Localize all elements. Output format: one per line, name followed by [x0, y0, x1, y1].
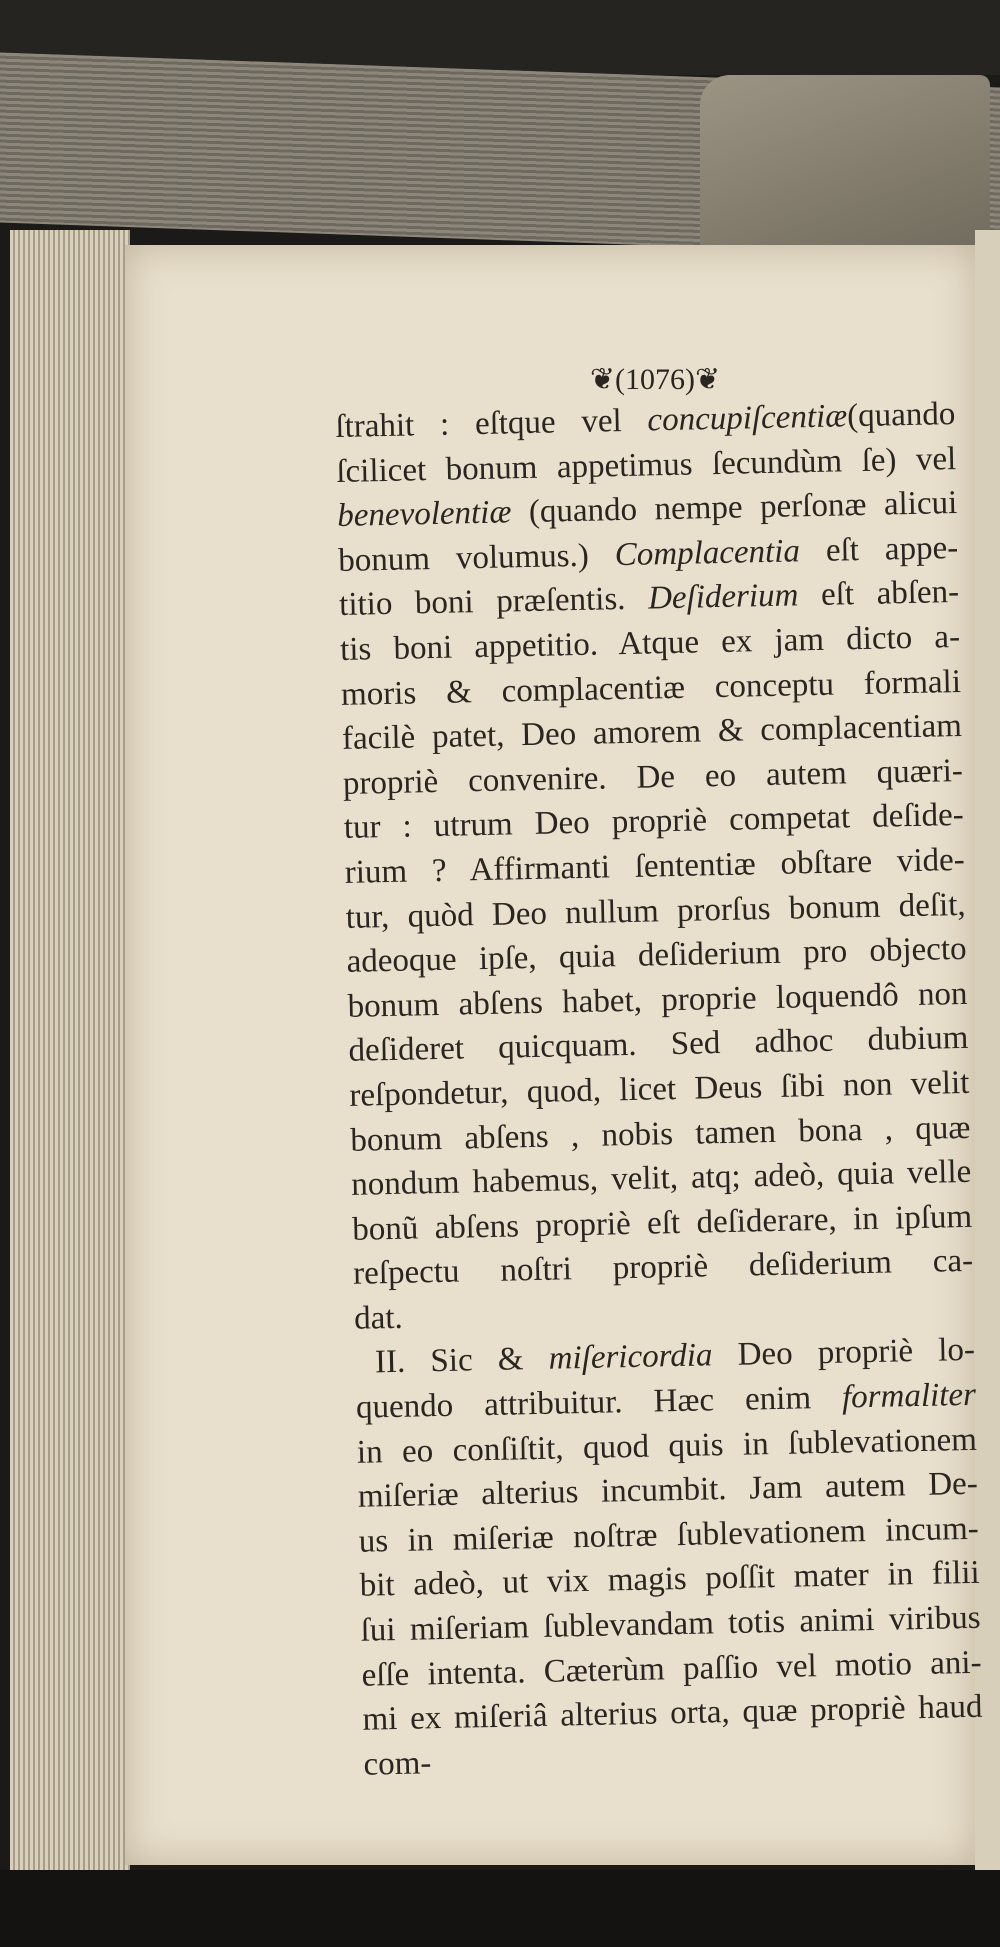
text-segment: us in miſeriæ noſtræ ſublevationem incum-: [358, 1510, 980, 1560]
text-segment: propriè convenire. De eo autem quæri-: [342, 752, 964, 802]
text-segment: dat.: [353, 1299, 404, 1337]
background-bottom: [0, 1870, 1000, 1947]
text-segment: moris & complacentiæ conceptu formali: [340, 663, 962, 713]
text-segment: (quando: [846, 396, 956, 435]
text-segment: ſtrahit : eſtque vel: [335, 402, 648, 445]
italic-term: benevolentiæ: [336, 494, 512, 535]
text-segment: Deo propriè lo-: [712, 1332, 976, 1374]
italic-term: Deſiderium: [647, 577, 799, 617]
text-segment: bonum abſens , nobis tamen bona , quæ: [350, 1109, 971, 1159]
ornament-left-icon: ❦: [589, 363, 615, 396]
text-segment: tis boni appetitio. Atque ex jam dicto a-: [339, 618, 961, 668]
text-segment: eſt appe-: [799, 529, 959, 570]
ornament-right-icon: ❦: [694, 363, 721, 396]
text-segment: bonũ abſens propriè eſt deſiderare, in ipſum: [351, 1198, 973, 1248]
text-segment: II. Sic &: [374, 1341, 550, 1381]
text-segment: titio boni præſentis.: [338, 580, 649, 624]
text-segment: rium ? Affirmanti ſententiæ obſtare vide-: [344, 841, 966, 891]
text-segment: (quando nempe perſonæ alicui: [511, 485, 958, 531]
italic-term: Complacentia: [614, 533, 801, 573]
text-segment: ſui miſeriam ſublevandam totis animi viribus: [360, 1599, 981, 1649]
text-segment: bit adeò, ut vix magis poſſit mater in filii: [359, 1555, 980, 1605]
text-segment: facilè patet, Deo amorem & complacentiam: [341, 708, 963, 758]
text-segment: reſpondetur, quod, licet Deus ſibi non velit: [349, 1064, 970, 1114]
text-segment: nondum habemus, velit, atq; adeò, quia velle: [350, 1153, 972, 1203]
text-segment: miſeriæ alterius incumbit. Jam autem De-: [357, 1466, 979, 1516]
text-segment: bonum volumus.): [337, 536, 616, 579]
text-segment: mi ex miſeriâ alterius orta, quæ propriè haud: [362, 1688, 983, 1738]
body-text: [335, 392, 984, 1787]
page-number: (1076): [615, 363, 695, 396]
text-segment: tur : utrum Deo propriè competat deſide-: [343, 797, 965, 847]
text-segment: com-: [363, 1745, 432, 1783]
text-segment: eſt abſen-: [798, 574, 960, 614]
page-number-header: [565, 362, 745, 397]
page-edges-left: [10, 230, 130, 1880]
text-segment: quendo attribuitur. Hæc enim: [355, 1379, 843, 1426]
text-segment: reſpectu noſtri propriè deſiderium ca-: [352, 1243, 974, 1293]
text-segment: ſcilicet bonum appetimus ſecundùm ſe) vel: [336, 440, 957, 490]
text-segment: in eo conſiſtit, quod quis in ſublevationem: [356, 1421, 978, 1471]
text-segment: tur, quòd Deo nullum prorſus bonum deſit,: [345, 886, 966, 936]
text-segment: eſſe intenta. Cæterùm paſſio vel motio ani-: [361, 1644, 982, 1694]
book-spine: [700, 75, 990, 245]
text-segment: deſideret quicquam. Sed adhoc dubium: [348, 1020, 969, 1070]
text-segment: adeoque ipſe, quia deſiderium pro objecto: [346, 931, 967, 980]
italic-term: miſericordia: [548, 1337, 713, 1378]
text-segment: bonum abſens habet, proprie loquendô non: [347, 975, 968, 1025]
italic-term: formaliter: [841, 1376, 977, 1416]
italic-term: concupiſcentiæ: [647, 398, 848, 439]
